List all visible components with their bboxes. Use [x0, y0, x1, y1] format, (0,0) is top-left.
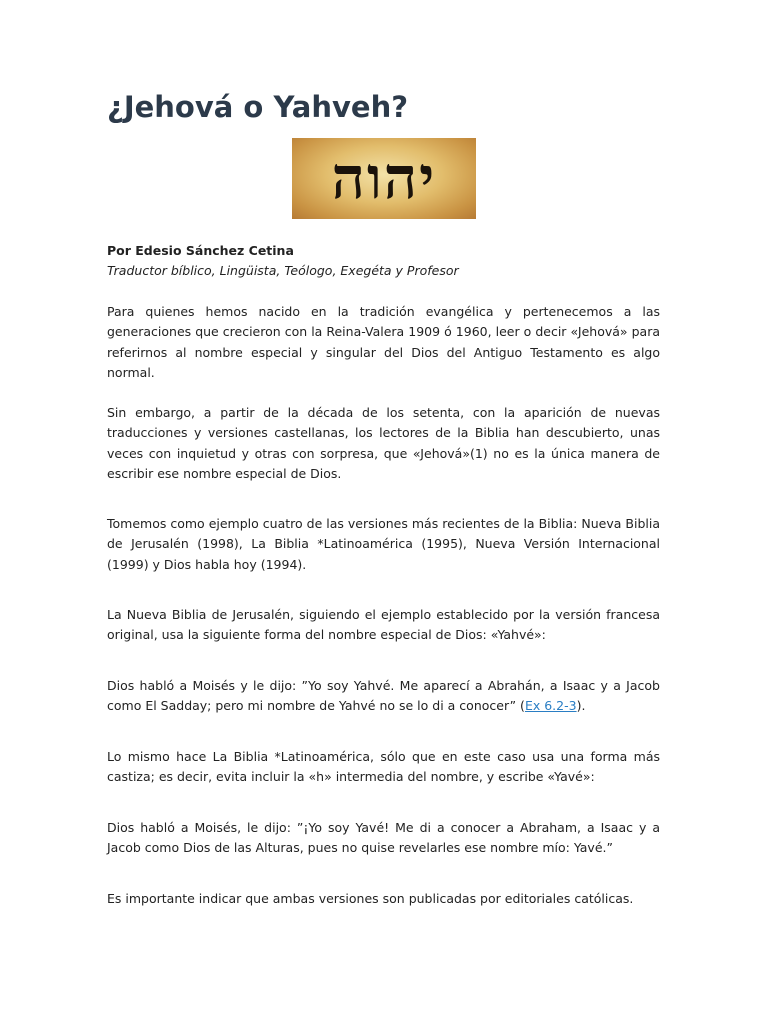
quote-2: Dios habló a Moisés, le dijo: ”¡Yo soy Yavé! Me di a conocer a Abraham, a Isaac y a Jacob como Dios de las Alturas, pues no quise revelarles ese nombre mío: Yavé.”	[107, 820, 660, 856]
paragraph-2: Sin embargo, a partir de la década de los setenta, con la aparición de nuevas traducciones y versiones castellanas, los lectores de la Biblia han descubierto, unas veces con inquietud y otras con sorpresa, que «Jehová»(1) no es la única manera de escribir ese nombre especial de Dios.	[107, 405, 660, 481]
paragraph-3: Tomemos como ejemplo cuatro de las versiones más recientes de la Biblia: Nueva Biblia de Jerusalén (1998), La Biblia *Latinoamérica (1995), Nueva Versión Internacional (1999) y Dios habla hoy (1994).	[107, 516, 660, 572]
paragraph-6: Es importante indicar que ambas versiones son publicadas por editoriales católicas.	[107, 891, 634, 906]
page-title: ¿Jehová o Yahveh?	[107, 90, 409, 124]
quote-1	[107, 676, 660, 717]
scripture-link[interactable]: Ex 6.2-3	[524, 698, 577, 714]
quote-1-end: ).	[576, 698, 586, 714]
paragraph-4: La Nueva Biblia de Jerusalén, siguiendo el ejemplo establecido por la versión francesa original, usa la siguiente forma del nombre especial de Dios: «Yahvé»:	[107, 607, 660, 643]
author-name: Por Edesio Sánchez Cetina	[107, 243, 294, 258]
hero-hebrew-text: יהוה	[331, 144, 437, 212]
author-role: Traductor bíblico, Lingüista, Teólogo, Exegéta y Profesor	[107, 263, 459, 278]
quote-1-text: Dios habló a Moisés y le dijo: ”Yo soy Yahvé. Me aparecí a Abrahán, a Isaac y a Jacob como El Sadday; pero mi nombre de Yahvé no se lo di a conocer” (	[107, 678, 660, 714]
paragraph-1: Para quienes hemos nacido en la tradición evangélica y pertenecemos a las generaciones que crecieron con la Reina-Valera 1909 ó 1960, leer o decir «Jehová» para referirnos al nombre especial y singular del Dios del Antiguo Testamento es algo normal.	[107, 304, 660, 380]
tetragrammaton-image	[292, 138, 476, 219]
paragraph-5: Lo mismo hace La Biblia *Latinoamérica, sólo que en este caso usa una forma más castiza; es decir, evita incluir la «h» intermedia del nombre, y escribe «Yavé»:	[107, 749, 660, 785]
